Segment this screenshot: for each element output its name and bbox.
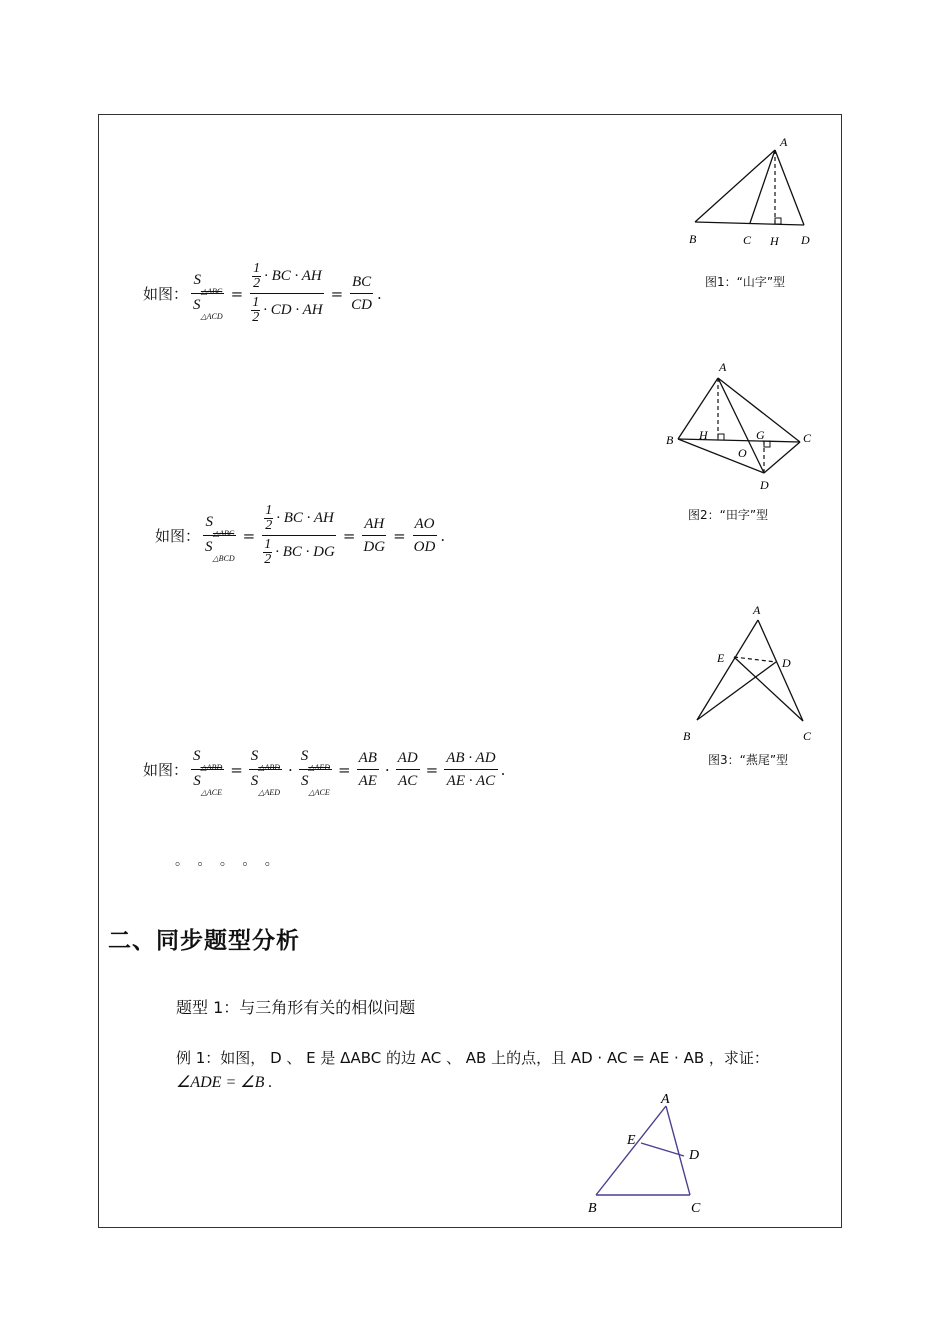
ellipsis-text: 。 。 。 。 。	[175, 853, 281, 869]
fig3-label-d: D	[782, 656, 791, 670]
figure-3-caption: 图3：“燕尾”型	[708, 753, 789, 767]
example-line-2: ∠ADE = ∠B .	[176, 1074, 273, 1091]
formula-3-prefix: 如图：	[143, 761, 189, 779]
fig2-label-c: C	[803, 431, 812, 445]
fig2-label-d: D	[760, 478, 769, 492]
fig3-label-a: A	[753, 603, 761, 617]
formula-3: 如图： $\frac{S_{\triangle ABD}}{S_{\triangle ACE}}$ = $\frac{S_{\triangle ABD}}{S_{\triangle AED}}$ · $\frac{S_{\triangle AED}}{S_{\triangle ACE}}$ = $\frac{AB}{AE}$ · $\frac{AD}{AC}$ = $\frac{AB \cdot AD}{AE \cdot AC}$ .	[143, 748, 506, 797]
fig4-label-d: D	[689, 1148, 700, 1163]
fig4-label-c: C	[691, 1201, 701, 1216]
formula-1: 如图： $\frac{S_{\triangle ABC}}{S_{\triangle ACD}}$ = $\frac{1}{2}$ · BC · AH $\frac{1}{2}$ · CD · AH = $\frac{BC}{CD}$ .	[143, 261, 382, 325]
formula-2-prefix: 如图：	[155, 527, 201, 545]
fig1-label-b: B	[689, 232, 697, 246]
figure-1-diagram	[680, 132, 820, 252]
example-line-1: 例 1：如图， D 、 E 是 ΔABC 的边 AC 、 AB 上的点，且 AD · AC = AE · AB ，求证：	[176, 1049, 769, 1067]
fig3-label-c: C	[803, 729, 812, 743]
fig2-label-b: B	[666, 433, 674, 447]
formula-1-expansion: $\frac{1}{2}$ · BC · AH $\frac{1}{2}$ · CD · AH	[249, 262, 324, 325]
figure-2-diagram	[662, 358, 822, 498]
formula-2-result-2: $\frac{AO}{OD}$	[413, 516, 436, 555]
formula-2-expansion: $\frac{1}{2}$ · BC · AH $\frac{1}{2}$ · BC · DG	[261, 504, 337, 567]
formula-2-area-ratio: $\frac{S_{\triangle ABC}}{S_{\triangle BCD}}$	[205, 514, 235, 563]
formula-3-result-3: $\frac{AB \cdot AD}{AE \cdot AC}$	[446, 750, 496, 789]
fig1-label-c: C	[743, 233, 752, 247]
fig1-label-d: D	[801, 233, 810, 247]
formula-2: 如图： $\frac{S_{\triangle ABC}}{S_{\triangle BCD}}$ = $\frac{1}{2}$ · BC · AH $\frac{1}{2}$ · BC · DG = $\frac{AH}{DG}$ = $\frac{AO}{OD}$ .	[155, 503, 446, 567]
fig2-label-o: O	[738, 446, 747, 460]
formula-1-area-ratio: $\frac{S_{\triangle ABC}}{S_{\triangle ACD}}$	[193, 272, 223, 321]
fig2-label-h: H	[699, 428, 708, 442]
formula-2-result-1: $\frac{AH}{DG}$	[363, 516, 386, 555]
formula-3-ratio-3: $\frac{S_{\triangle AED}}{S_{\triangle ACE}}$	[300, 748, 330, 797]
type-heading: 题型 1：与三角形有关的相似问题	[176, 998, 416, 1017]
example-diagram	[580, 1088, 720, 1218]
formula-1-prefix: 如图：	[143, 285, 189, 303]
fig2-label-g: G	[756, 428, 765, 442]
figure-3-diagram	[675, 600, 825, 750]
fig4-label-b: B	[588, 1201, 597, 1216]
section-title: 二、同步题型分析	[108, 928, 300, 954]
figure-2-caption: 图2：“田字”型	[688, 508, 769, 522]
formula-3-ratio-1: $\frac{S_{\triangle ABD}}{S_{\triangle ACE}}$	[193, 748, 223, 797]
fig1-label-h: H	[770, 234, 779, 248]
formula-3-result-1: $\frac{AB}{AE}$	[358, 750, 377, 789]
fig4-label-a: A	[661, 1092, 670, 1107]
formula-3-ratio-2: $\frac{S_{\triangle ABD}}{S_{\triangle AED}}$	[250, 748, 280, 797]
fig3-label-e: E	[717, 651, 725, 665]
fig4-label-e: E	[627, 1133, 636, 1148]
fig2-label-a: A	[719, 360, 727, 374]
formula-1-result: $\frac{BC}{CD}$	[351, 274, 372, 313]
fig1-label-a: A	[780, 135, 788, 149]
figure-1-caption: 图1：“山字”型	[705, 275, 786, 289]
fig3-label-b: B	[683, 729, 691, 743]
formula-3-result-2: $\frac{AD}{AC}$	[397, 750, 418, 789]
